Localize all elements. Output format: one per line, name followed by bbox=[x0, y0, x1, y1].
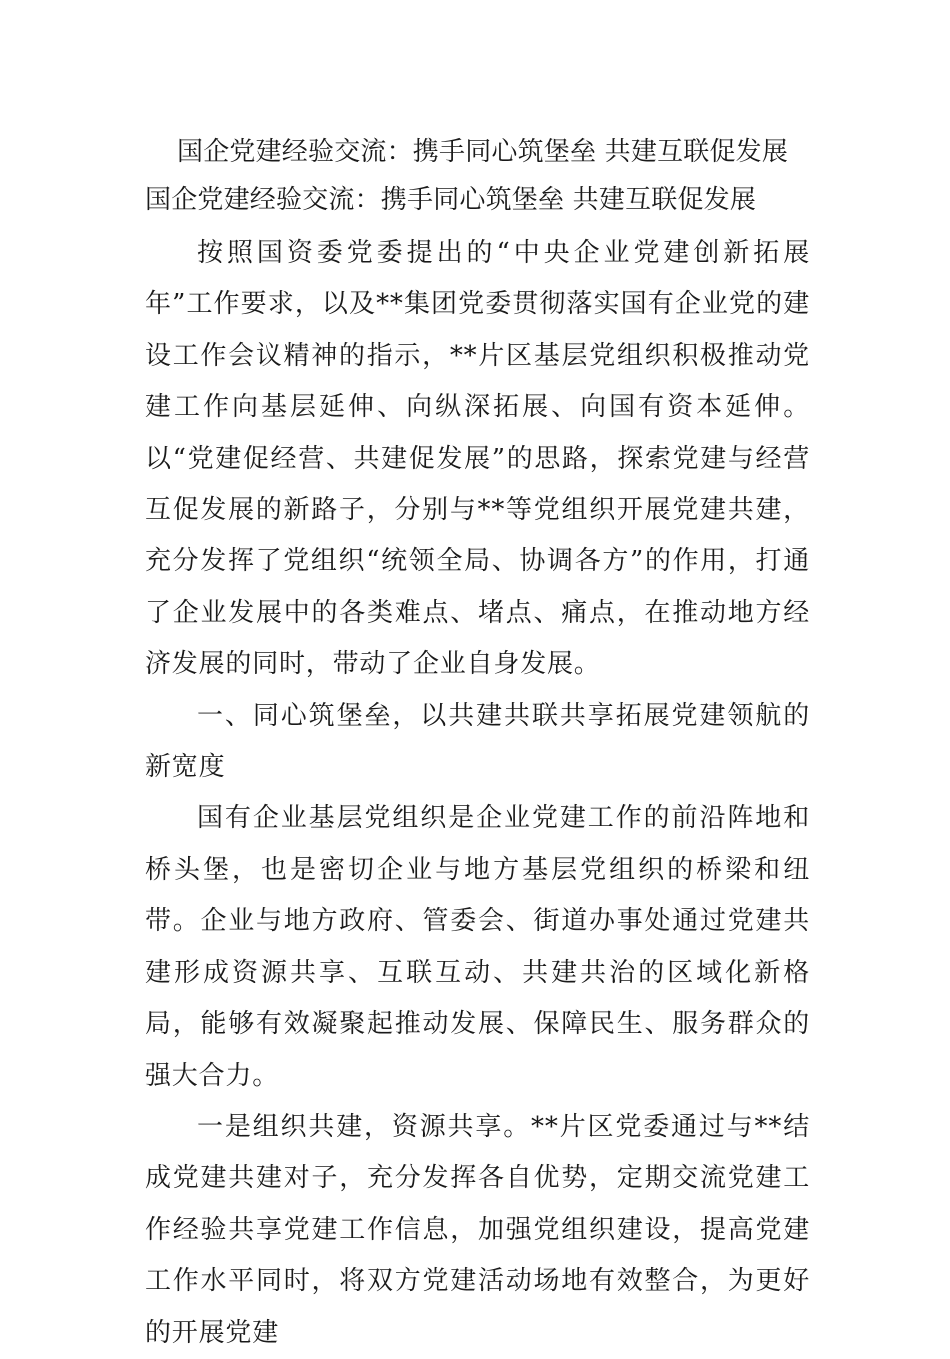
document-body bbox=[145, 228, 810, 1359]
document-subtitle: 国企党建经验交流：携手同心筑堡垒 共建互联促发展 bbox=[145, 185, 757, 215]
document-title: 国企党建经验交流：携手同心筑堡垒 共建互联促发展 bbox=[177, 137, 789, 167]
paragraph-intro: 按照国资委党委提出的“中央企业党建创新拓展年”工作要求，以及**集团党委贯彻落实国有企业党的建设工作会议精神的指示，**片区基层党组织积极推动党建工作向基层延伸、向纵深拓展、向国有资本延伸。以“党建促经营、共建促发展”的思路，探索党建与经营互促发展的新路子，分别与**等党组织开展党建共建，充分发挥了党组织“统领全局、协调各方”的作用，打通了企业发展中的各类难点、堵点、痛点，在推动地方经济发展的同时，带动了企业自身发展。 bbox=[145, 238, 810, 680]
section-heading: 一、同心筑堡垒，以共建共联共享拓展党建领航的新宽度 bbox=[145, 700, 810, 783]
paragraph-point-one: 一是组织共建，资源共享。**片区党委通过与**结成党建共建对子，充分发挥各自优势，定期交流党建工作经验共享党建工作信息，加强党组织建设，提高党建工作水平同时，将双方党建活动场地有效整合，为更好的开展党建 bbox=[145, 1111, 810, 1348]
paragraph-section-intro: 国有企业基层党组织是企业党建工作的前沿阵地和桥头堡，也是密切企业与地方基层党组织的桥梁和纽带。企业与地方政府、管委会、街道办事处通过党建共建形成资源共享、互联互动、共建共治的区域化新格局，能够有效凝聚起推动发展、保障民生、服务群众的强大合力。 bbox=[145, 803, 810, 1091]
